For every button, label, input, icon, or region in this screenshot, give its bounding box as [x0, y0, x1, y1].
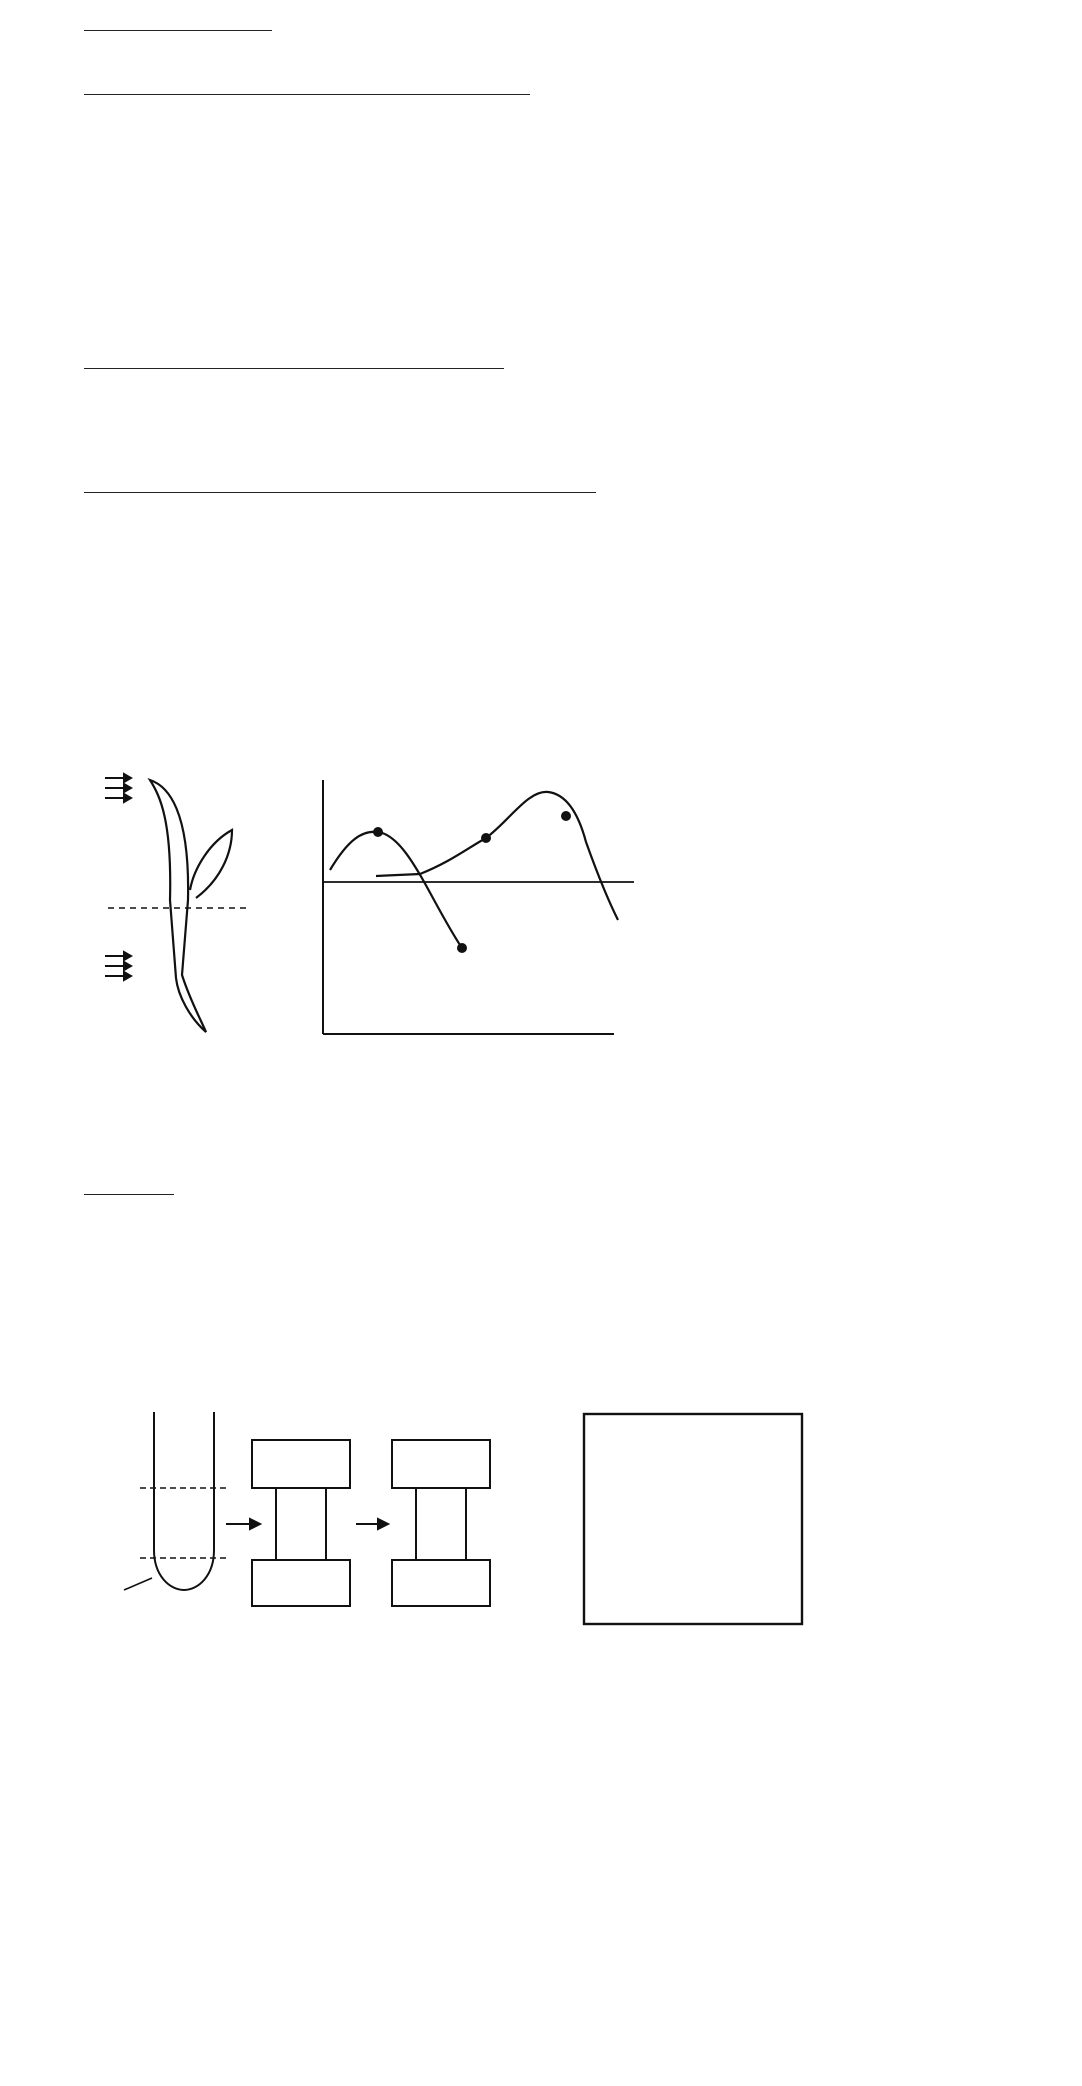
- control-bottom-block: [252, 1560, 350, 1606]
- root-curve: [330, 832, 462, 948]
- stem-curve: [376, 792, 618, 920]
- line-2: [84, 66, 530, 104]
- blank: [134, 1166, 174, 1195]
- line-8: [84, 464, 596, 502]
- column2-top-block: [392, 1440, 490, 1488]
- line-1: [84, 2, 272, 40]
- line-6: [84, 340, 504, 378]
- seedling-shape: [150, 780, 206, 1032]
- figure-jia-yi: [0, 750, 1082, 1090]
- point-b: [457, 943, 467, 953]
- point-c: [481, 833, 491, 843]
- blank: [84, 464, 596, 493]
- figure-experiment: [0, 1400, 1082, 1670]
- experiment-answer-box: [584, 1414, 802, 1624]
- point-a: [373, 827, 383, 837]
- blank: [84, 66, 530, 95]
- light-arrows-top: [105, 774, 131, 802]
- figure-yi-chart: [323, 780, 634, 1034]
- leaf-shape: [190, 830, 232, 898]
- light-arrows-bottom: [105, 952, 131, 980]
- control-nm-segment: [276, 1488, 326, 1560]
- blank: [84, 340, 504, 369]
- control-top-block: [252, 1440, 350, 1488]
- figure-jia: [105, 774, 250, 1032]
- point-d: [561, 811, 571, 821]
- q19-sub1-line2: [84, 1166, 174, 1204]
- column2-bottom-block: [392, 1560, 490, 1606]
- blank: [84, 1166, 134, 1195]
- root-tube: [154, 1412, 214, 1590]
- column2-nm-segment: [416, 1488, 466, 1560]
- blank: [84, 2, 272, 31]
